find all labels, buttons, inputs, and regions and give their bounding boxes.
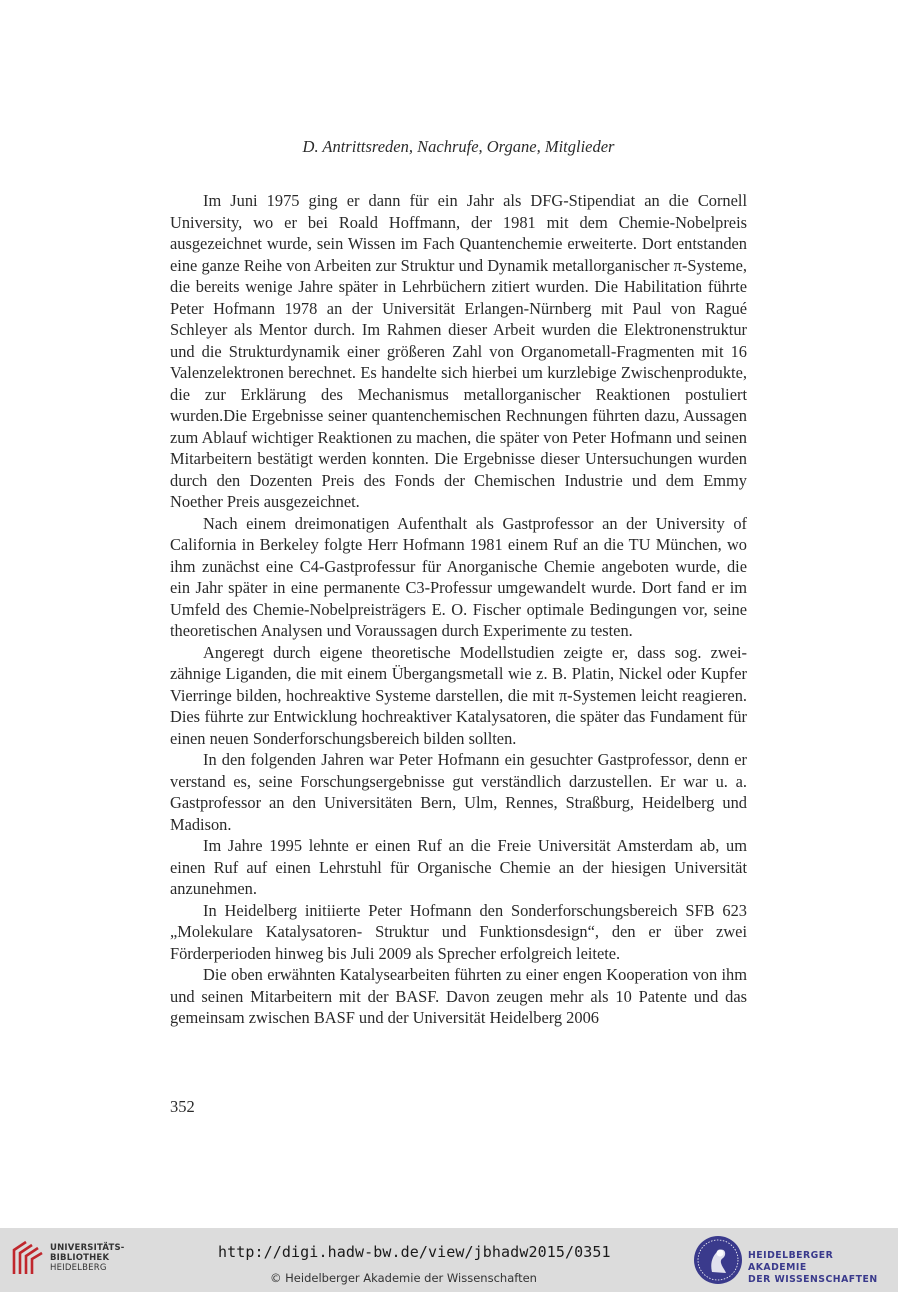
library-logo[interactable] [10,1236,160,1284]
paragraph: Die oben erwähnten Katalysearbeiten führten zu einer engen Kooperation von ihm und seinen Mitarbeitern mit der BASF. Davon zeugen mehr als 10 Patente und das gemeinsam zwischen BASF und der Universität Heidelberg 2006 [170,965,747,1027]
paragraph: In Heidelberg initiierte Peter Hofmann den Sonderforschungsbereich SFB 623 „Molekulare Katalysatoren- Struktur und Funktionsdesign“, den er über zwei Förderperioden hinweg bis Juli 2009 als Sprecher erfolgreich leitete. [170,900,747,963]
library-name-line: BIBLIOTHEK [50,1253,110,1263]
paragraph: Nach einem dreimonatigen Aufenthalt als Gastprofessor an der University of California in Berkeley folgte Herr Hofmann 1981 einem Ruf an die TU München, wo ihm zunächst eine C4-Gastprofessur für Anorganische Chemie angeboten wurde, die ein Jahr später in eine permanente C3-Professur umgewandelt wurde. Dort fand er im Umfeld des Chemie-Nobelpreisträgers E. O. Fischer optimale Bedingungen vor, seine theoretischen Analysen und Voraussagen durch Experimente zu testen. [170,513,747,640]
copyright-notice: © Heidelberger Akademie der Wissenschaften [270,1271,537,1285]
running-head: D. Antrittsreden, Nachrufe, Organe, Mitglieder [302,137,615,156]
academy-name [748,1250,892,1286]
paragraph: Angeregt durch eigene theoretische Modellstudien zeigte er, dass sog. zweizähnige Liganden, die mit einem Übergangsmetall wie z. B. Platin, Nickel oder Kupfer Vierringe bilden, hochreaktive Systeme darstellen, die mit π-Systemen leicht reagieren. Dies führte zur Entwicklung hochreaktiver Katalysatoren, die später das Fundament für einen neuen Sonderforschungsbereich bilden sollten. [170,642,747,748]
academy-name-line: HEIDELBERGER AKADEMIE [748,1250,834,1273]
footer-bar [0,1228,898,1292]
library-name-line: HEIDELBERG [50,1263,107,1273]
library-emblem-icon [10,1238,44,1278]
library-name [50,1243,125,1273]
page-number: 352 [170,1097,195,1116]
permalink-url[interactable]: http://digi.hadw-bw.de/view/jbhadw2015/0351 [218,1243,611,1261]
paragraph: Im Juni 1975 ging er dann für ein Jahr als DFG-Stipendiat an die Cornell University, wo er bei Roald Hoffmann, der 1981 mit dem Chemie-Nobelpreis ausgezeichnet wurde, sein Wissen im Fach Quantenchemie erweiterte. Dort entstanden eine ganze Reihe von Arbeiten zur Struktur und Dynamik metallorganischer π-Systeme, die bereits wenige Jahre später in Lehrbüchern zitiert wurden. Die Habilitation führte Peter Hofmann 1978 an der Universität Erlangen-Nürnberg mit Paul von Ragué Schleyer als Mentor durch. Im Rahmen dieser Arbeit wurden die Elektronenstruktur und die Strukturdynamik einer größeren Zahl von Organometall-Fragmenten mit 16 Valenzelektronen berechnet. Es handelte sich hierbei um kurzlebige Zwischenprodukte, die zur Erklärung des Mechanismus metallorganischer Reaktionen postuliert wurden.Die Ergebnisse seiner quantenchemischen Rechnungen führten dazu, Aussagen zum Ablauf wichtiger Reaktionen zu machen, die später von Peter Hofmann und seinen Mitarbeitern bestätigt werden konnten. Die Ergebnisse dieser Untersuchungen wurden durch den Dozenten Preis des Fonds der Chemischen Industrie und dem Emmy Noether Preis ausgezeichnet. [170,191,747,511]
academy-name-line: DER WISSENSCHAFTEN [748,1274,878,1285]
academy-seal-icon [692,1234,744,1286]
paragraph: In den folgenden Jahren war Peter Hofmann ein gesuchter Gastprofessor, denn er verstand es, seine Forschungsergebnisse gut verständlich darzustellen. Er war u. a. Gastprofessor an den Universitäten Bern, Ulm, Rennes, Straßburg, Heidelberg und Madison. [170,750,747,834]
library-name-line: UNIVERSITÄTS- [50,1243,125,1253]
paragraph: Im Jahre 1995 lehnte er einen Ruf an die Freie Universität Amsterdam ab, um einen Ruf auf einen Lehrstuhl für Organische Chemie an der hiesigen Universität anzunehmen. [170,836,747,898]
body-text [170,190,747,1029]
academy-logo[interactable] [692,1234,892,1286]
